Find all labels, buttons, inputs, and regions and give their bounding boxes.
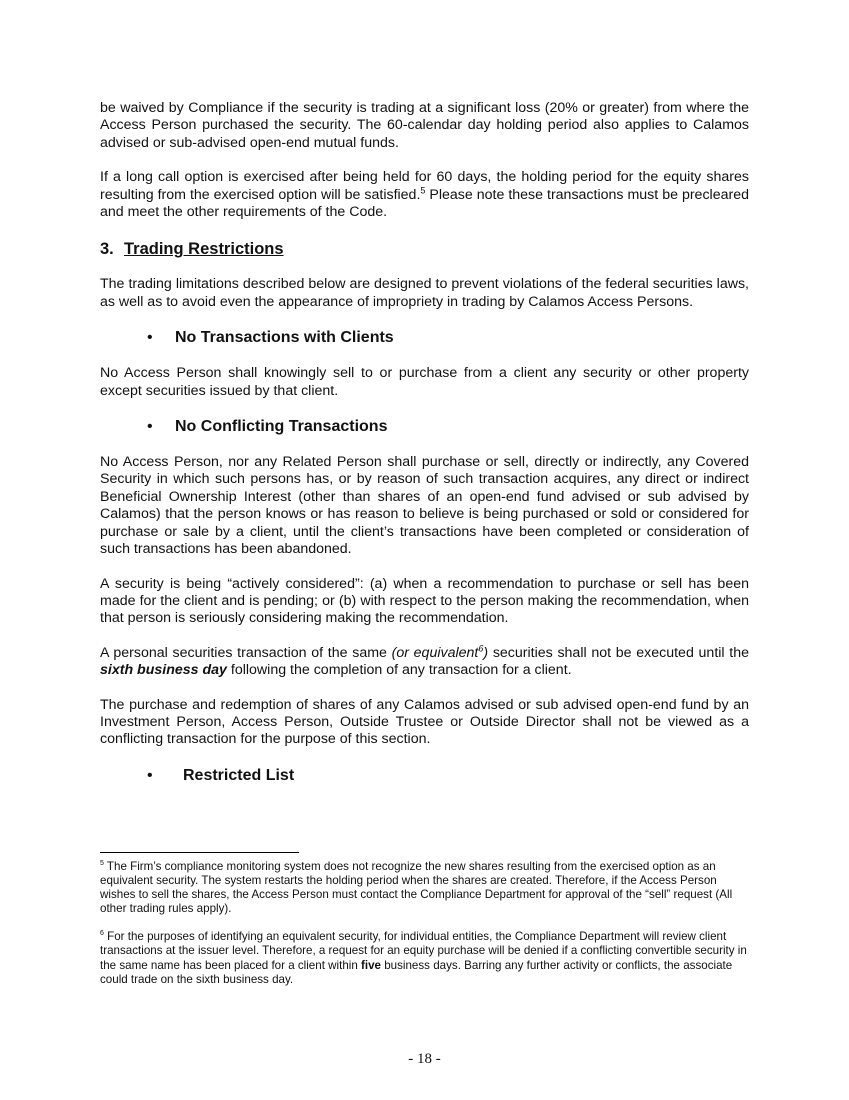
paragraph-holding-period-waiver: be waived by Compliance if the security is trading at a significant loss (20% or greater) from where the Access Person purchased the security. The 60-calendar day holding period also applies to Calamos advised or sub-advised open-end mutual funds. (100, 100, 749, 151)
bullet-icon: • (147, 766, 153, 784)
paragraph-trading-limitations: The trading limitations described below are designed to prevent violations of the federal securities laws, as well as to avoid even the appearance of impropriety in trading by Calamos Access Persons. (100, 276, 749, 310)
section-number: 3. (100, 240, 114, 259)
call-option-text-2: Please note these transactions must be precleared and meet the other requirements of the Code. (100, 186, 749, 221)
sixth-day-text-2: securities shall not be executed until the (488, 644, 749, 661)
footnote-6-bold: five (361, 958, 381, 972)
equivalent-label: (or equivalent (391, 644, 479, 661)
page-number: - 18 - (408, 1051, 441, 1067)
bullet-label: No Conflicting Transactions (175, 418, 388, 436)
equivalent-note (391, 642, 489, 661)
sixth-business-day-emphasis: sixth business day (100, 662, 227, 679)
sixth-day-text-1: A personal securities transaction of the same (100, 644, 392, 661)
bullet-heading-no-conflicting (100, 417, 749, 437)
page-body (100, 100, 749, 786)
bullet-icon: • (147, 329, 153, 347)
footnote-separator (100, 852, 299, 853)
paragraph-actively-considered: A security is being “actively considered”: (a) when a recommendation to purchase or sell has been made for the client and is pending; or (b) with respect to the person making the recommendation, when that person is seriously considering making the recommendation. (100, 575, 749, 627)
footnote-ref-6[interactable]: 6 (478, 642, 484, 653)
paragraph-no-conflicting: No Access Person, nor any Related Person shall purchase or sell, directly or indirectly, any Covered Security in which such persons has, or by reason of such transaction acquires, any direct or indirect Beneficial Ownership Interest (other than shares of an open-end fund advised or sub advised by Calamos) that the person knows or has reason to believe is being purchased or sold or considered for purchase or sale by a client, until the client’s transactions have been completed or consideration of such transactions has been abandoned. (100, 454, 749, 558)
bullet-icon: • (147, 418, 153, 436)
bullet-label: Restricted List (183, 766, 295, 784)
section-title: Trading Restrictions (124, 240, 284, 259)
sixth-day-text-3: following the completion of any transaction for a client. (226, 662, 572, 679)
footnote-6-number: 6 (100, 930, 104, 938)
paragraph-no-transactions: No Access Person shall knowingly sell to or purchase from a client any security or other property except securities issued by that client. (100, 365, 749, 399)
section-heading (100, 239, 749, 259)
footnote-6-text-1: For the purposes of identifying an equivalent security, for individual entities, the Compliance Department will review client transactions at the issuer level. Therefore, a request for an equity purchase will be denied if a conflicting convertible security in the same name has been placed for a client within (100, 930, 747, 972)
bullet-label: No Transactions with Clients (175, 329, 394, 347)
footnotes (100, 860, 749, 987)
footnote-5-number: 5 (100, 860, 104, 868)
footnote-5 (100, 860, 749, 916)
equivalent-close: ) (483, 644, 489, 661)
footnote-6 (100, 930, 749, 986)
bullet-heading-restricted-list (100, 766, 749, 786)
paragraph-sixth-business-day (100, 642, 749, 680)
call-option-text-1: If a long call option is exercised after being held for 60 days, the holding period for the equity shares resulting from the exercised option will be satisfied. (100, 169, 749, 203)
paragraph-open-end-fund: The purchase and redemption of shares of any Calamos advised or sub advised open-end fund by an Investment Person, Access Person, Outside Trustee or Outside Director shall not be viewed as a conflicting transaction for the purpose of this section. (100, 696, 749, 748)
bullet-heading-no-transactions (100, 328, 749, 348)
footnote-6-text-2: business days. Barring any further activity or conflicts, the associate could trade on the sixth business day. (100, 958, 733, 986)
footnote-ref-5[interactable]: 5 (420, 184, 426, 195)
footnote-5-text: The Firm’s compliance monitoring system does not recognize the new shares resulting from the exercised option as an equivalent security. The system restarts the holding period when the shares are created. Therefore, if the Access Person wishes to sell the shares, the Access Person must contact the Compliance Department for approval of the “sell” request (All other trading rules apply). (100, 860, 733, 916)
paragraph-call-option (100, 169, 749, 221)
